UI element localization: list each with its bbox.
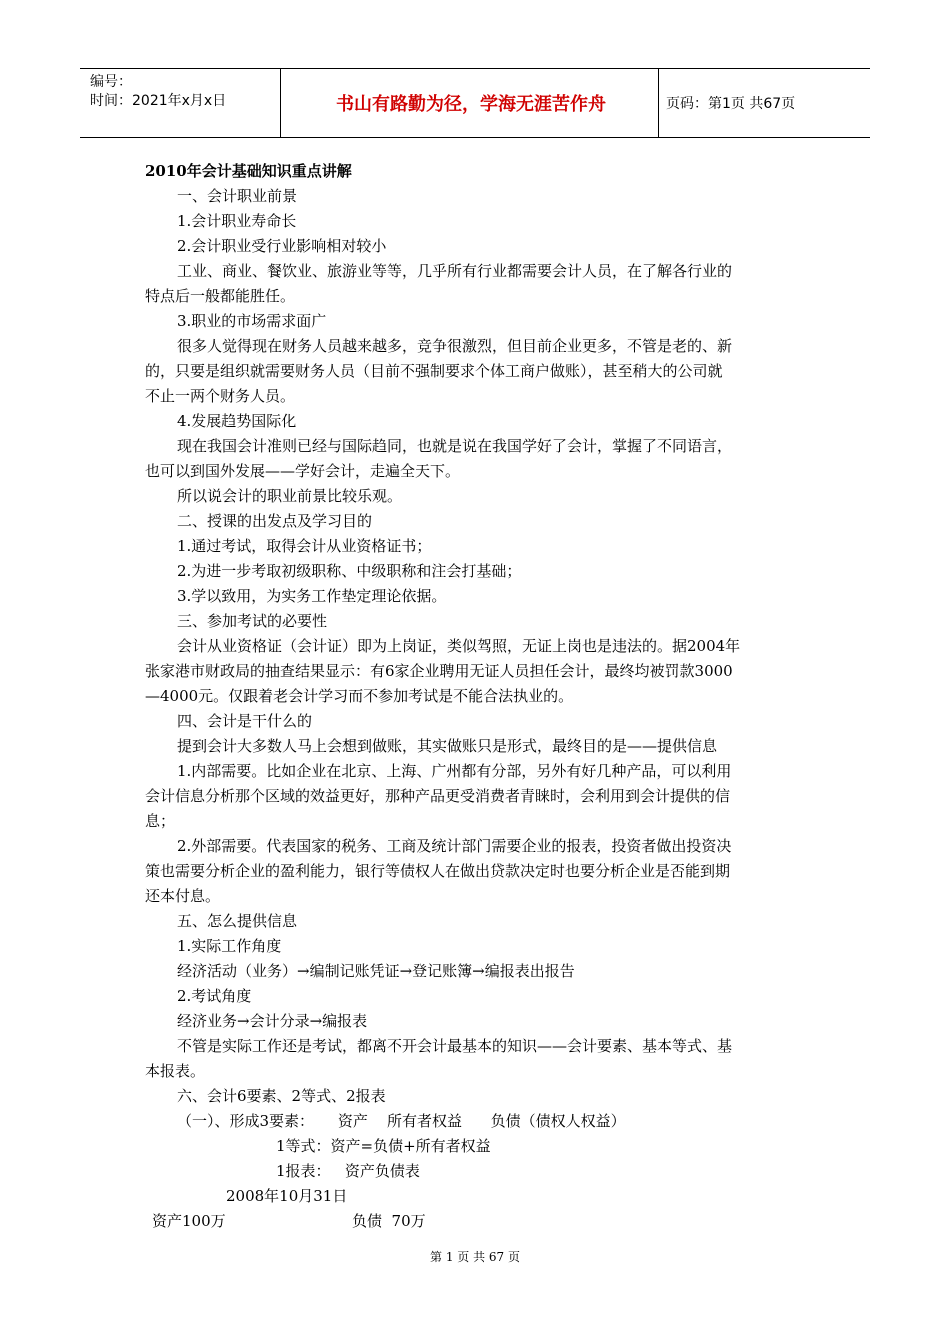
text-line: 很多人觉得现在财务人员越来越多，竞争很激烈，但目前企业更多，不管是老的、新 [177,337,733,355]
text-line: 策也需要分析企业的盈利能力，银行等债权人在做出贷款决定时也要分析企业是否能到期 [145,862,731,880]
section-heading: 三、参加考试的必要性 [177,612,328,630]
text-line: 会计从业资格证（会计证）即为上岗证，类似驾照，无证上岗也是违法的。据2004年 [177,637,741,655]
text-line: 2.会计职业受行业影响相对较小 [177,237,387,255]
text-line: —4000元。仅跟着老会计学习而不参加考试是不能合法执业的。 [145,687,574,705]
text-line: （一）、形成3要素： 资产 所有者权益 负债（债权人权益） [177,1112,626,1130]
text-line: 经济业务→会计分录→编报表 [177,1012,368,1030]
section-heading: 二、授课的出发点及学习目的 [177,512,373,530]
section-heading: 六、会计6要素、2等式、2报表 [177,1087,386,1105]
text-line: 资产100万 [152,1212,226,1230]
text-line: 4.发展趋势国际化 [177,412,297,430]
page-header [80,68,870,138]
text-line: 不止一两个财务人员。 [145,387,296,405]
text-line: 不管是实际工作还是考试，都离不开会计最基本的知识——会计要素、基本等式、基 [177,1037,733,1055]
text-line: 所以说会计的职业前景比较乐观。 [177,487,403,505]
text-line: 2.为进一步考取初级职称、中级职称和注会打基础； [177,562,522,580]
text-line: 1.实际工作角度 [177,937,282,955]
section-heading: 四、会计是干什么的 [177,712,313,730]
text-line: 工业、商业、餐饮业、旅游业等等，几乎所有行业都需要会计人员，在了解各行业的 [177,262,733,280]
text-line: 3.职业的市场需求面广 [177,312,327,330]
text-line: 1等式：资产=负债+所有者权益 [276,1137,491,1155]
page-footer: 第 1 页 共 67 页 [430,1250,520,1264]
text-line: 2.考试角度 [177,987,252,1005]
text-line: 1报表： 资产负债表 [276,1162,420,1180]
code-label: 编号： [90,74,132,90]
header-page-info: 页码：第1页 共67页 [666,96,796,112]
text-line: 经济活动（业务）→编制记账凭证→登记账簿→编报表出报告 [177,962,575,980]
text-line: 3.学以致用，为实务工作垫定理论依据。 [177,587,447,605]
header-divider [658,69,659,137]
text-line: 2.外部需要。代表国家的税务、工商及统计部门需要企业的报表，投资者做出投资决 [177,837,732,855]
header-motto: 书山有路勤为径，学海无涯苦作舟 [336,94,606,115]
text-line: 还本付息。 [145,887,221,905]
text-line: 负债 70万 [352,1212,426,1230]
header-meta [90,73,226,111]
section-heading: 一、会计职业前景 [177,187,298,205]
text-line: 特点后一般都能胜任。 [145,287,296,305]
text-line: 现在我国会计准则已经与国际趋同，也就是说在我国学好了会计，掌握了不同语言， [177,437,733,455]
section-heading: 五、怎么提供信息 [177,912,298,930]
text-line: 的，只要是组织就需要财务人员（目前不强制要求个体工商户做账），甚至稍大的公司就 [145,362,723,380]
text-line: 1.内部需要。比如企业在北京、上海、广州都有分部，另外有好几种产品，可以利用 [177,762,732,780]
text-line: 1.会计职业寿命长 [177,212,297,230]
date-label: 时间：2021年x月x日 [90,93,227,109]
text-line: 提到会计大多数人马上会想到做账，其实做账只是形式，最终目的是——提供信息 [177,737,718,755]
text-line: 本报表。 [145,1062,206,1080]
text-line: 2008年10月31日 [226,1187,348,1205]
text-line: 会计信息分析那个区域的效益更好，那种产品更受消费者青睐时，会利用到会计提供的信 [145,787,731,805]
header-divider [280,69,281,137]
text-line: 也可以到国外发展——学好会计，走遍全天下。 [145,462,461,480]
text-line: 张家港市财政局的抽查结果显示：有6家企业聘用无证人员担任会计，最终均被罚款3000 [145,662,733,680]
text-line: 1.通过考试，取得会计从业资格证书； [177,537,432,555]
document-title: 2010年会计基础知识重点讲解 [145,162,352,180]
text-line: 息； [145,812,176,830]
